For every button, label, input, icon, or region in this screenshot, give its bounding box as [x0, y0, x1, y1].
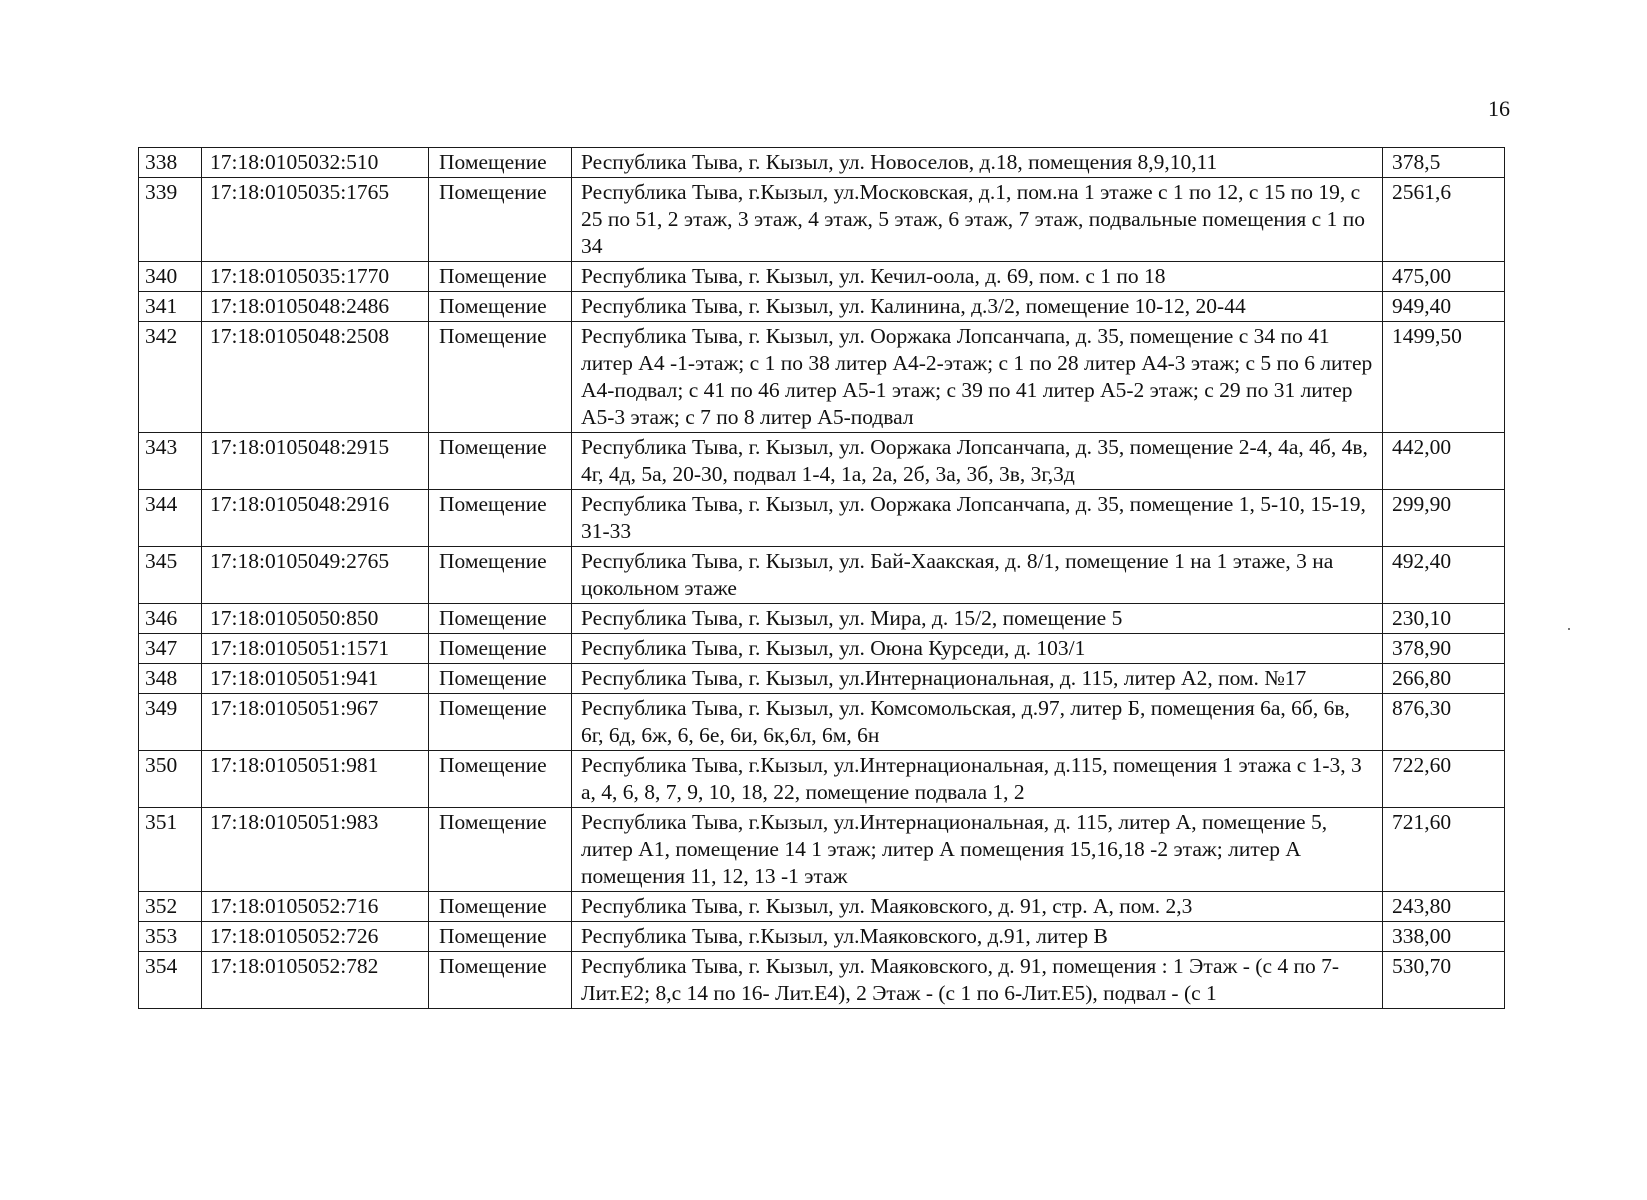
area-cell: 876,30 — [1383, 694, 1505, 751]
cadastral-number-cell: 17:18:0105048:2915 — [202, 433, 429, 490]
table-row — [139, 148, 1505, 178]
area-cell: 722,60 — [1383, 751, 1505, 808]
cadastral-number-cell: 17:18:0105052:716 — [202, 892, 429, 922]
row-number-cell: 351 — [139, 808, 202, 892]
row-number-cell: 354 — [139, 952, 202, 1009]
table-row — [139, 808, 1505, 892]
table-row — [139, 604, 1505, 634]
address-cell: Республика Тыва, г. Кызыл, ул. Ооржака Лопсанчапа, д. 35, помещение с 34 по 41 литер А4 -1-этаж; с 1 по 38 литер А4-2-этаж; с 1 по 28 литер А4-3 этаж; с 5 по 6 литер А4-подвал; с 41 по 46 литер А5-1 этаж; с 39 по 41 литер А5-2 этаж; с 29 по 31 литер А5-3 этаж; с 7 по 8 литер А5-подвал — [572, 322, 1383, 433]
cadastral-number-cell: 17:18:0105052:782 — [202, 952, 429, 1009]
area-cell: 475,00 — [1383, 262, 1505, 292]
area-cell: 378,5 — [1383, 148, 1505, 178]
cadastral-number-cell: 17:18:0105035:1765 — [202, 178, 429, 262]
object-type-cell: Помещение — [429, 604, 572, 634]
table-row — [139, 490, 1505, 547]
object-type-cell: Помещение — [429, 808, 572, 892]
row-number-cell: 348 — [139, 664, 202, 694]
table-row — [139, 433, 1505, 490]
row-number-cell: 340 — [139, 262, 202, 292]
cadastral-number-cell: 17:18:0105052:726 — [202, 922, 429, 952]
cadastral-number-cell: 17:18:0105051:981 — [202, 751, 429, 808]
row-number-cell: 346 — [139, 604, 202, 634]
table-row — [139, 922, 1505, 952]
area-cell: 243,80 — [1383, 892, 1505, 922]
address-cell: Республика Тыва, г.Кызыл, ул.Интернациональная, д.115, помещения 1 этажа с 1-3, 3 а, 4, 6, 8, 7, 9, 10, 18, 22, помещение подвала 1, 2 — [572, 751, 1383, 808]
cadastral-number-cell: 17:18:0105051:967 — [202, 694, 429, 751]
table-row — [139, 664, 1505, 694]
cadastral-number-cell: 17:18:0105048:2486 — [202, 292, 429, 322]
area-cell: 1499,50 — [1383, 322, 1505, 433]
row-number-cell: 353 — [139, 922, 202, 952]
area-cell: 338,00 — [1383, 922, 1505, 952]
area-cell: 299,90 — [1383, 490, 1505, 547]
object-type-cell: Помещение — [429, 664, 572, 694]
cadastral-number-cell: 17:18:0105051:983 — [202, 808, 429, 892]
address-cell: Республика Тыва, г. Кызыл, ул. Мира, д. 15/2, помещение 5 — [572, 604, 1383, 634]
property-registry-table — [138, 147, 1505, 1009]
object-type-cell: Помещение — [429, 634, 572, 664]
cadastral-number-cell: 17:18:0105048:2916 — [202, 490, 429, 547]
table-row — [139, 547, 1505, 604]
object-type-cell: Помещение — [429, 262, 572, 292]
address-cell: Республика Тыва, г. Кызыл, ул. Ооржака Лопсанчапа, д. 35, помещение 2-4, 4а, 4б, 4в, 4г, 4д, 5а, 20-30, подвал 1-4, 1а, 2а, 2б, 3а, 3б, 3в, 3г,3д — [572, 433, 1383, 490]
area-cell: 442,00 — [1383, 433, 1505, 490]
table-row — [139, 892, 1505, 922]
table-row — [139, 322, 1505, 433]
area-cell: 2561,6 — [1383, 178, 1505, 262]
row-number-cell: 345 — [139, 547, 202, 604]
cadastral-number-cell: 17:18:0105051:941 — [202, 664, 429, 694]
row-number-cell: 341 — [139, 292, 202, 322]
table-row — [139, 292, 1505, 322]
object-type-cell: Помещение — [429, 922, 572, 952]
area-cell: 266,80 — [1383, 664, 1505, 694]
object-type-cell: Помещение — [429, 952, 572, 1009]
address-cell: Республика Тыва, г.Кызыл, ул.Московская, д.1, пом.на 1 этаже с 1 по 12, с 15 по 19, с 25 по 51, 2 этаж, 3 этаж, 4 этаж, 5 этаж, 6 этаж, 7 этаж, подвальные помещения с 1 по 34 — [572, 178, 1383, 262]
object-type-cell: Помещение — [429, 751, 572, 808]
address-cell: Республика Тыва, г. Кызыл, ул. Комсомольская, д.97, литер Б, помещения 6а, 6б, 6в, 6г, 6д, 6ж, 6, 6е, 6и, 6к,6л, 6м, 6н — [572, 694, 1383, 751]
row-number-cell: 343 — [139, 433, 202, 490]
cadastral-number-cell: 17:18:0105035:1770 — [202, 262, 429, 292]
object-type-cell: Помещение — [429, 178, 572, 262]
object-type-cell: Помещение — [429, 547, 572, 604]
scan-speck — [1568, 628, 1570, 630]
address-cell: Республика Тыва, г. Кызыл, ул. Ооржака Лопсанчапа, д. 35, помещение 1, 5-10, 15-19, 31-33 — [572, 490, 1383, 547]
row-number-cell: 338 — [139, 148, 202, 178]
area-cell: 230,10 — [1383, 604, 1505, 634]
table-body — [139, 148, 1505, 1009]
address-cell: Республика Тыва, г. Кызыл, ул. Маяковского, д. 91, стр. А, пом. 2,3 — [572, 892, 1383, 922]
row-number-cell: 350 — [139, 751, 202, 808]
table-row — [139, 634, 1505, 664]
object-type-cell: Помещение — [429, 694, 572, 751]
object-type-cell: Помещение — [429, 490, 572, 547]
row-number-cell: 349 — [139, 694, 202, 751]
table-row — [139, 751, 1505, 808]
area-cell: 949,40 — [1383, 292, 1505, 322]
cadastral-number-cell: 17:18:0105048:2508 — [202, 322, 429, 433]
object-type-cell: Помещение — [429, 148, 572, 178]
area-cell: 378,90 — [1383, 634, 1505, 664]
area-cell: 492,40 — [1383, 547, 1505, 604]
address-cell: Республика Тыва, г. Кызыл, ул.Интернациональная, д. 115, литер А2, пом. №17 — [572, 664, 1383, 694]
cadastral-number-cell: 17:18:0105050:850 — [202, 604, 429, 634]
object-type-cell: Помещение — [429, 322, 572, 433]
row-number-cell: 352 — [139, 892, 202, 922]
cadastral-number-cell: 17:18:0105049:2765 — [202, 547, 429, 604]
table-row — [139, 178, 1505, 262]
row-number-cell: 339 — [139, 178, 202, 262]
page-number: 16 — [1488, 96, 1510, 121]
table-row — [139, 694, 1505, 751]
table-row — [139, 262, 1505, 292]
row-number-cell: 344 — [139, 490, 202, 547]
address-cell: Республика Тыва, г.Кызыл, ул.Маяковского, д.91, литер В — [572, 922, 1383, 952]
cadastral-number-cell: 17:18:0105032:510 — [202, 148, 429, 178]
row-number-cell: 347 — [139, 634, 202, 664]
object-type-cell: Помещение — [429, 292, 572, 322]
address-cell: Республика Тыва, г. Кызыл, ул. Кечил-оола, д. 69, пом. с 1 по 18 — [572, 262, 1383, 292]
row-number-cell: 342 — [139, 322, 202, 433]
area-cell: 530,70 — [1383, 952, 1505, 1009]
address-cell: Республика Тыва, г. Кызыл, ул. Оюна Курседи, д. 103/1 — [572, 634, 1383, 664]
object-type-cell: Помещение — [429, 433, 572, 490]
object-type-cell: Помещение — [429, 892, 572, 922]
address-cell: Республика Тыва, г. Кызыл, ул. Бай-Хаакская, д. 8/1, помещение 1 на 1 этаже, 3 на цокольном этаже — [572, 547, 1383, 604]
cadastral-number-cell: 17:18:0105051:1571 — [202, 634, 429, 664]
table-row — [139, 952, 1505, 1009]
area-cell: 721,60 — [1383, 808, 1505, 892]
address-cell: Республика Тыва, г. Кызыл, ул. Новоселов, д.18, помещения 8,9,10,11 — [572, 148, 1383, 178]
address-cell: Республика Тыва, г.Кызыл, ул.Интернациональная, д. 115, литер А, помещение 5, литер А1, помещение 14 1 этаж; литер А помещения 15,16,18 -2 этаж; литер А помещения 11, 12, 13 -1 этаж — [572, 808, 1383, 892]
address-cell: Республика Тыва, г. Кызыл, ул. Маяковского, д. 91, помещения : 1 Этаж - (с 4 по 7- Лит.Е2; 8,с 14 по 16- Лит.Е4), 2 Этаж - (с 1 по 6-Лит.Е5), подвал - (с 1 — [572, 952, 1383, 1009]
address-cell: Республика Тыва, г. Кызыл, ул. Калинина, д.3/2, помещение 10-12, 20-44 — [572, 292, 1383, 322]
